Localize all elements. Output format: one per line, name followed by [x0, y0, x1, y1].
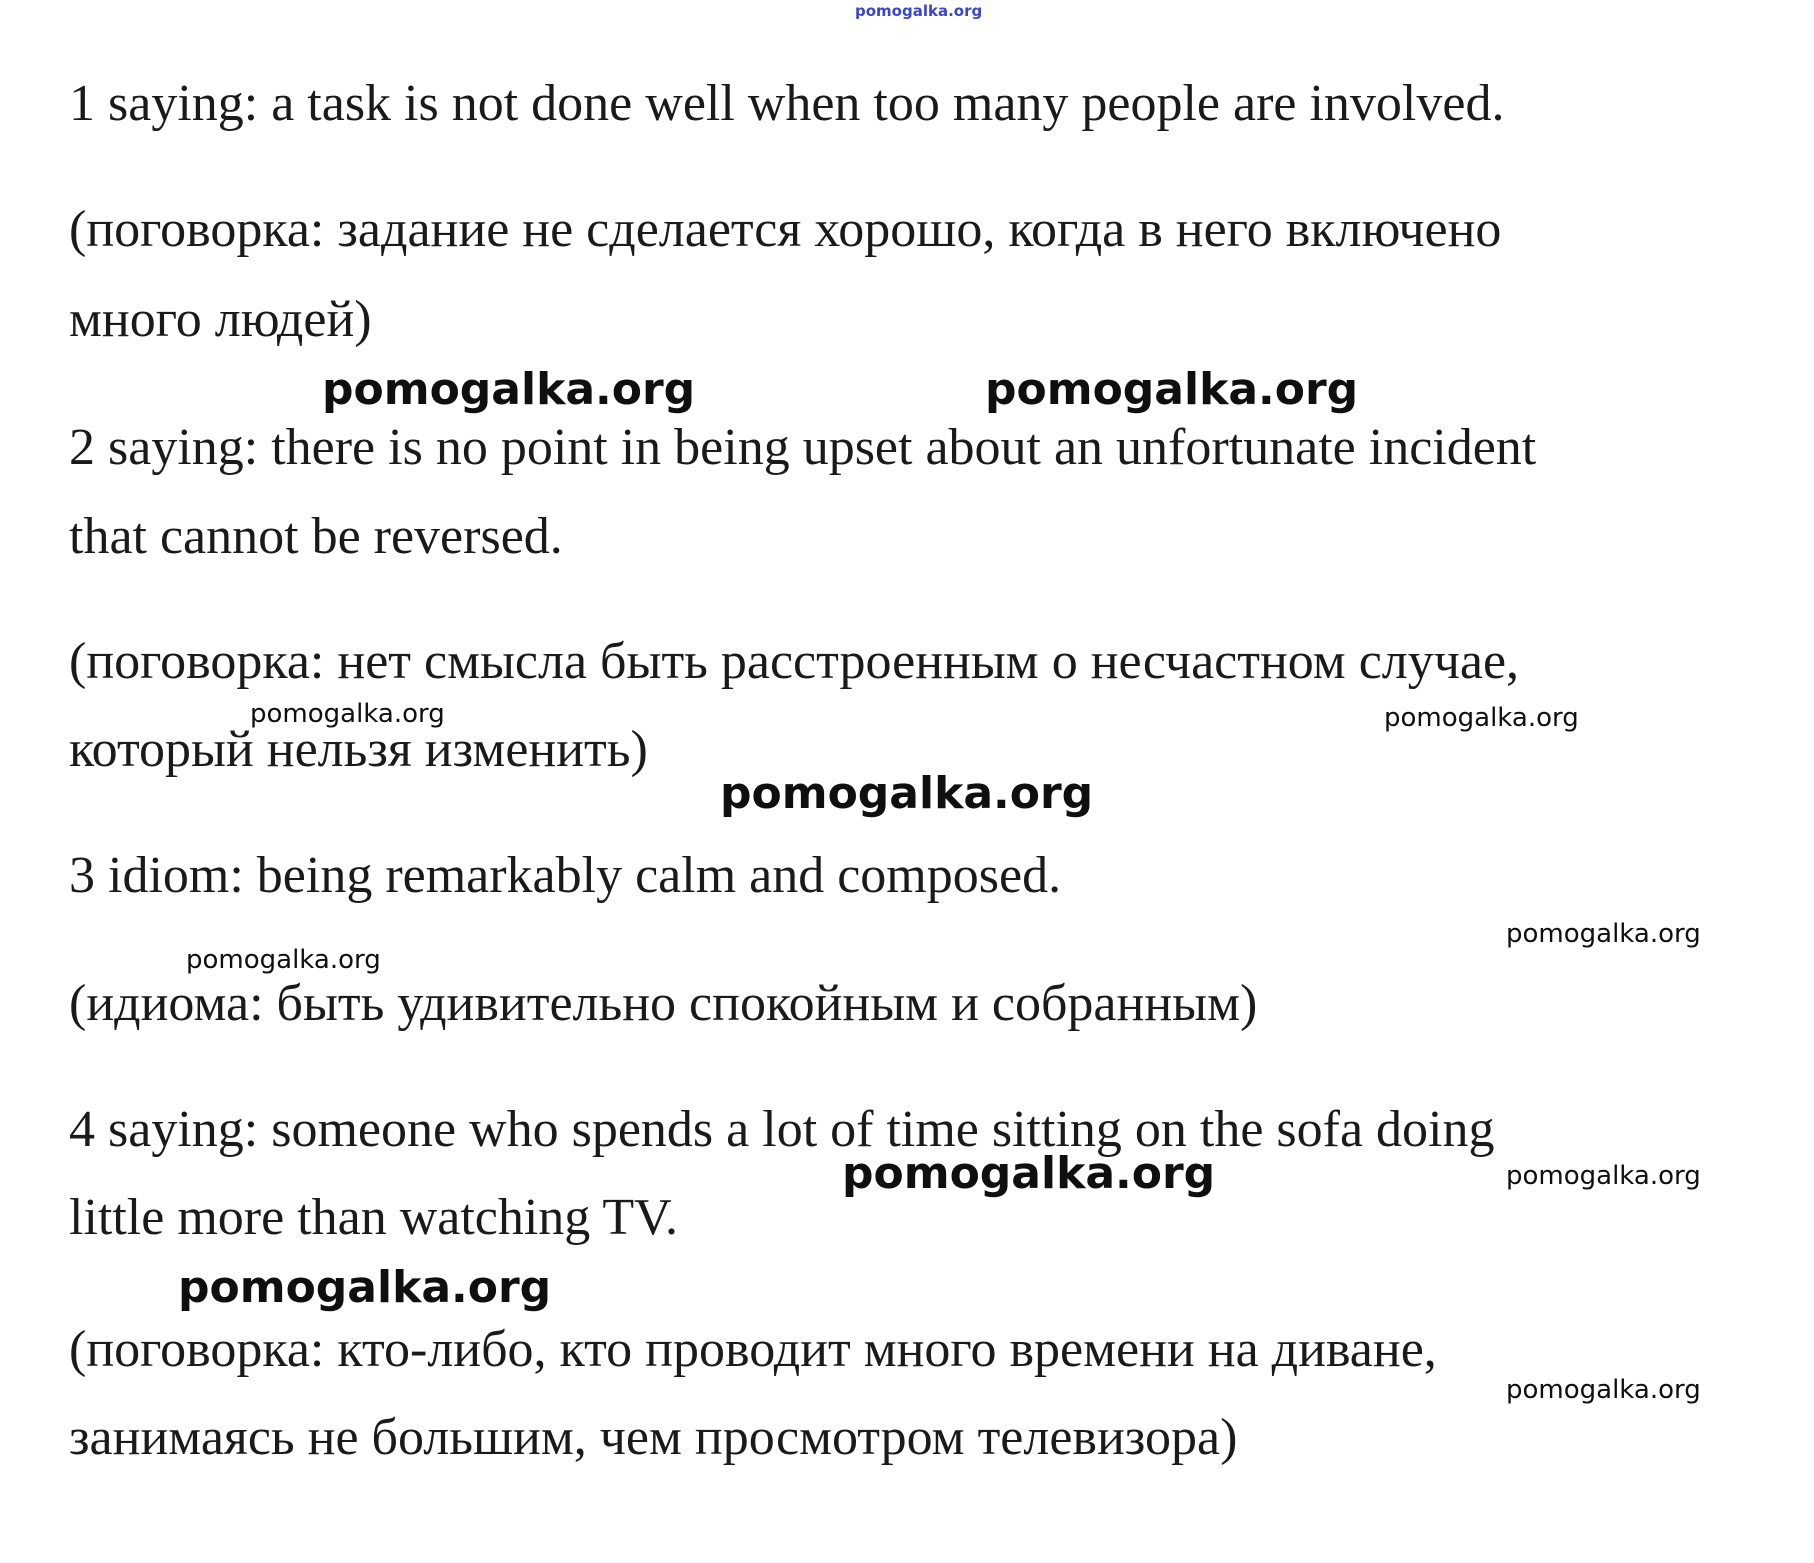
watermark: pomogalka.org — [178, 1262, 552, 1313]
watermark: pomogalka.org — [1506, 1375, 1701, 1405]
item-2-russian-line-2: который нельзя изменить) — [69, 721, 648, 778]
watermark: pomogalka.org — [1384, 703, 1579, 733]
item-3-russian-line-1: (идиома: быть удивительно спокойным и собранным) — [69, 975, 1258, 1032]
watermark: pomogalka.org — [1506, 1161, 1701, 1191]
watermark: pomogalka.org — [186, 945, 381, 975]
item-4-russian-line-2: занимаясь не большим, чем просмотром телевизора) — [69, 1409, 1238, 1466]
watermark: pomogalka.org — [985, 364, 1359, 415]
item-1-russian-line-2: много людей) — [69, 291, 372, 348]
watermark: pomogalka.org — [1506, 919, 1701, 949]
item-2-english-line-1: 2 saying: there is no point in being upset about an unfortunate incident — [69, 419, 1537, 476]
item-1-english-line-1: 1 saying: a task is not done well when too many people are involved. — [69, 75, 1505, 132]
watermark: pomogalka.org — [322, 364, 696, 415]
item-3-english-line-1: 3 idiom: being remarkably calm and composed. — [69, 847, 1062, 904]
watermark-top: pomogalka.org — [855, 2, 983, 20]
item-4-english-line-1: 4 saying: someone who spends a lot of time sitting on the sofa doing — [69, 1101, 1495, 1158]
watermark: pomogalka.org — [250, 699, 445, 729]
item-2-russian-line-1: (поговорка: нет смысла быть расстроенным о несчастном случае, — [69, 633, 1520, 690]
item-1-russian-line-1: (поговорка: задание не сделается хорошо, когда в него включено — [69, 201, 1502, 258]
watermark: pomogalka.org — [720, 768, 1094, 819]
watermark: pomogalka.org — [842, 1148, 1216, 1199]
item-4-english-line-2: little more than watching TV. — [69, 1189, 678, 1246]
item-4-russian-line-1: (поговорка: кто-либо, кто проводит много времени на диване, — [69, 1321, 1437, 1378]
item-2-english-line-2: that cannot be reversed. — [69, 508, 563, 565]
